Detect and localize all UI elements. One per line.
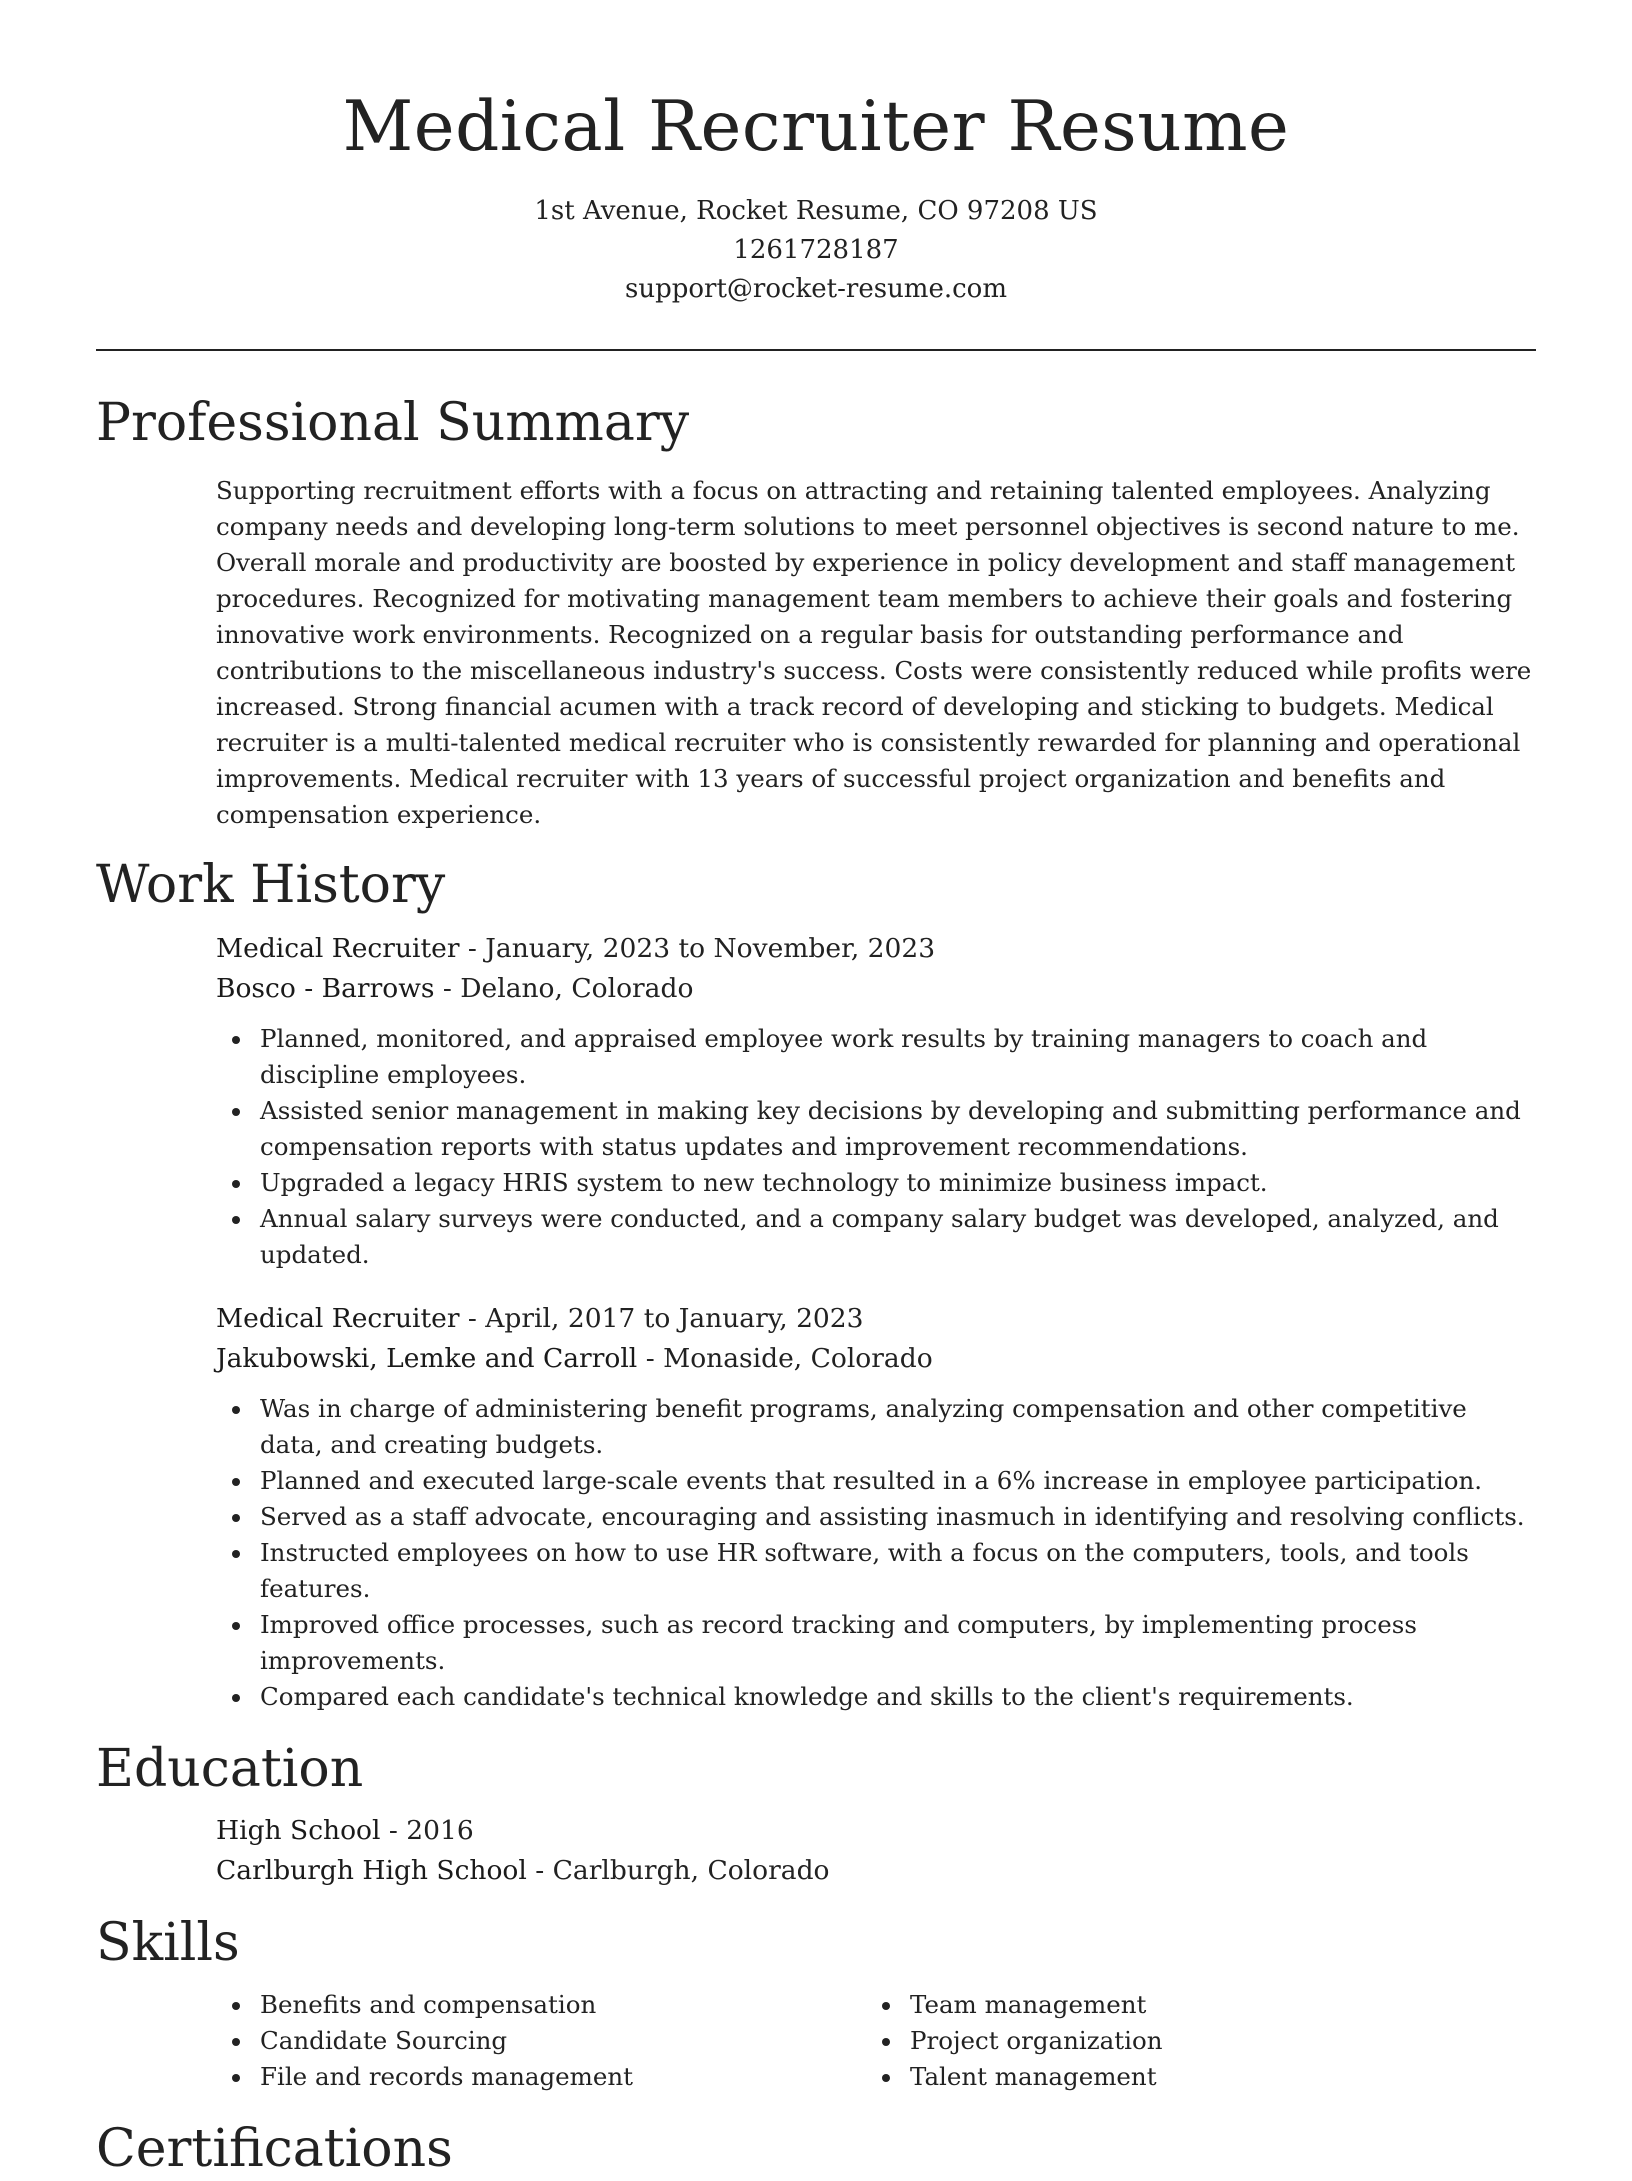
contact-block (96, 192, 1536, 309)
header-divider (96, 349, 1536, 351)
section-title-skills: Skills (96, 1913, 240, 1973)
skill-item: Candidate Sourcing (216, 2023, 866, 2059)
job-bullet: Annual salary surveys were conducted, and a company salary budget was developed, analyzed, and updated. (216, 1201, 1536, 1273)
education-section (96, 1811, 1536, 1891)
section-title-education: Education (96, 1739, 364, 1799)
job-entry (216, 929, 1536, 1273)
skill-item: Project organization (866, 2023, 1516, 2059)
job-bullet: Planned and executed large-scale events that resulted in a 6% increase in employee participation. (216, 1463, 1536, 1499)
job-bullet: Compared each candidate's technical knowledge and skills to the client's requirements. (216, 1679, 1536, 1715)
job-role: Medical Recruiter (216, 1303, 460, 1334)
resume-header (96, 0, 1536, 309)
job-location: - Delano, Colorado (434, 973, 694, 1004)
section-title-summary: Professional Summary (96, 393, 690, 453)
resume-title: Medical Recruiter Resume (342, 87, 1290, 167)
skills-section (96, 1987, 1536, 2095)
job-company: Jakubowski, Lemke and Carroll (216, 1343, 638, 1374)
education-degree-line (216, 1811, 1536, 1851)
education-school: Carlburgh High School (216, 1855, 527, 1886)
job-bullet: Planned, monitored, and appraised employee work results by training managers to coach and discipline employees. (216, 1021, 1536, 1093)
skills-grid (216, 1987, 1536, 2095)
education-degree: High School (216, 1815, 381, 1846)
job-bullet: Instructed employees on how to use HR software, with a focus on the computers, tools, and tools features. (216, 1535, 1536, 1607)
job-bullet: Was in charge of administering benefit programs, analyzing compensation and other competitive data, and creating budgets. (216, 1391, 1536, 1463)
job-title-line (216, 1299, 1536, 1339)
skill-item: Team management (866, 1987, 1516, 2023)
phone-text: 1261728187 (733, 235, 899, 265)
job-entry (216, 1299, 1536, 1715)
summary-section (96, 473, 1536, 833)
job-title-line (216, 929, 1536, 969)
section-title-work: Work History (96, 855, 446, 915)
job-company-line (216, 969, 1536, 1009)
job-bullet: Served as a staff advocate, encouraging and assisting inasmuch in identifying and resolving conflicts. (216, 1499, 1536, 1535)
job-role: Medical Recruiter (216, 933, 460, 964)
education-school-line (216, 1851, 1536, 1891)
education-location: - Carlburgh, Colorado (526, 1855, 830, 1886)
job-company-line (216, 1339, 1536, 1379)
skill-item: File and records management (216, 2059, 866, 2095)
skills-list-left (216, 1987, 866, 2095)
job-bullets (216, 1021, 1536, 1273)
section-title-certifications: Certifications (96, 2119, 453, 2179)
job-bullets (216, 1391, 1536, 1715)
skill-item: Benefits and compensation (216, 1987, 866, 2023)
address-text: 1st Avenue, Rocket Resume, CO 97208 US (534, 196, 1098, 226)
email-text: support@rocket-resume.com (624, 274, 1007, 304)
skill-item: Talent management (866, 2059, 1516, 2095)
job-bullet: Improved office processes, such as record tracking and computers, by implementing process improvements. (216, 1607, 1536, 1679)
job-bullet: Assisted senior management in making key decisions by developing and submitting performance and compensation reports with status updates and improvement recommendations. (216, 1093, 1536, 1165)
job-bullet: Upgraded a legacy HRIS system to new technology to minimize business impact. (216, 1165, 1536, 1201)
job-company: Bosco - Barrows (216, 973, 435, 1004)
summary-text: Supporting recruitment efforts with a focus on attracting and retaining talented employees. Analyzing company needs and developing long-term solutions to meet personnel objectives is second nature to me. Overall morale and productivity are boosted by experience in policy development and staff management procedures. Recognized for motivating management team members to achieve their goals and fostering innovative work environments. Recognized on a regular basis for outstanding performance and contributions to the miscellaneous industry's success. Costs were consistently reduced while profits were increased. Strong financial acumen with a track record of developing and sticking to budgets. Medical recruiter is a multi-talented medical recruiter who is consistently rewarded for planning and operational improvements. Medical recruiter with 13 years of successful project organization and benefits and compensation experience. (216, 476, 1532, 829)
job-dates: - April, 2017 to January, 2023 (459, 1303, 864, 1334)
education-year: - 2016 (380, 1815, 474, 1846)
job-dates: - January, 2023 to November, 2023 (459, 933, 936, 964)
job-location: - Monaside, Colorado (637, 1343, 933, 1374)
skills-list-right (866, 1987, 1516, 2095)
work-section (96, 929, 1536, 1715)
